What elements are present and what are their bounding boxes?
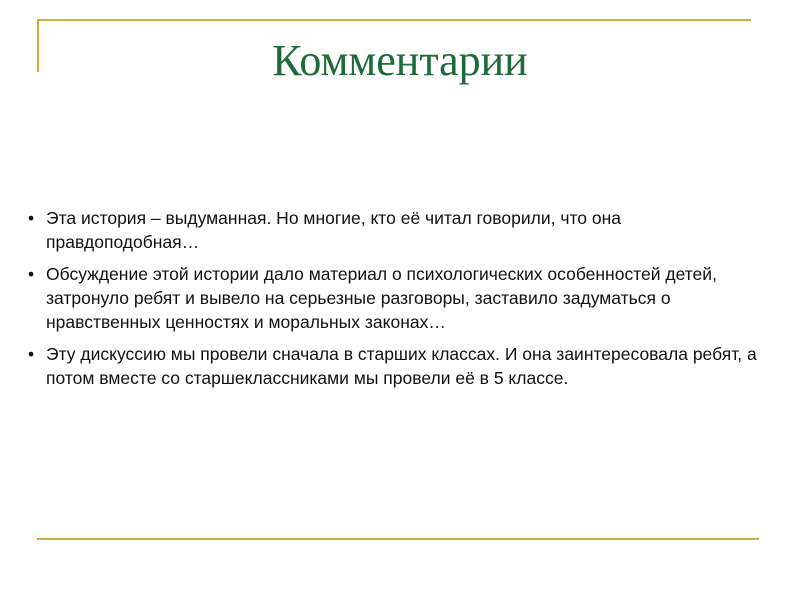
bottom-rule (37, 538, 759, 540)
bullet-list (28, 206, 768, 398)
bullet-icon: • (28, 264, 35, 284)
bullet-text: Обсуждение этой истории дало материал о психологических особенностей детей, затронуло ребят и вывело на серьезные разговоры, заставило задуматься о нравственных ценностях и моральных законах… (46, 264, 717, 332)
bullet-item (28, 262, 768, 334)
bullet-text: Эту дискуссию мы провели сначала в старших классах. И она заинтересовала ребят, а потом вместе со старшеклассниками мы провели её в 5 классе. (46, 344, 757, 388)
slide-title: Комментарии (272, 36, 528, 85)
bullet-icon: • (28, 208, 35, 228)
bullet-item (28, 206, 768, 254)
bullet-item (28, 342, 768, 390)
bullet-text: Эта история – выдуманная. Но многие, кто её читал говорили, что она правдоподобная… (46, 208, 622, 252)
bullet-icon: • (28, 344, 35, 364)
top-rule (37, 19, 751, 21)
